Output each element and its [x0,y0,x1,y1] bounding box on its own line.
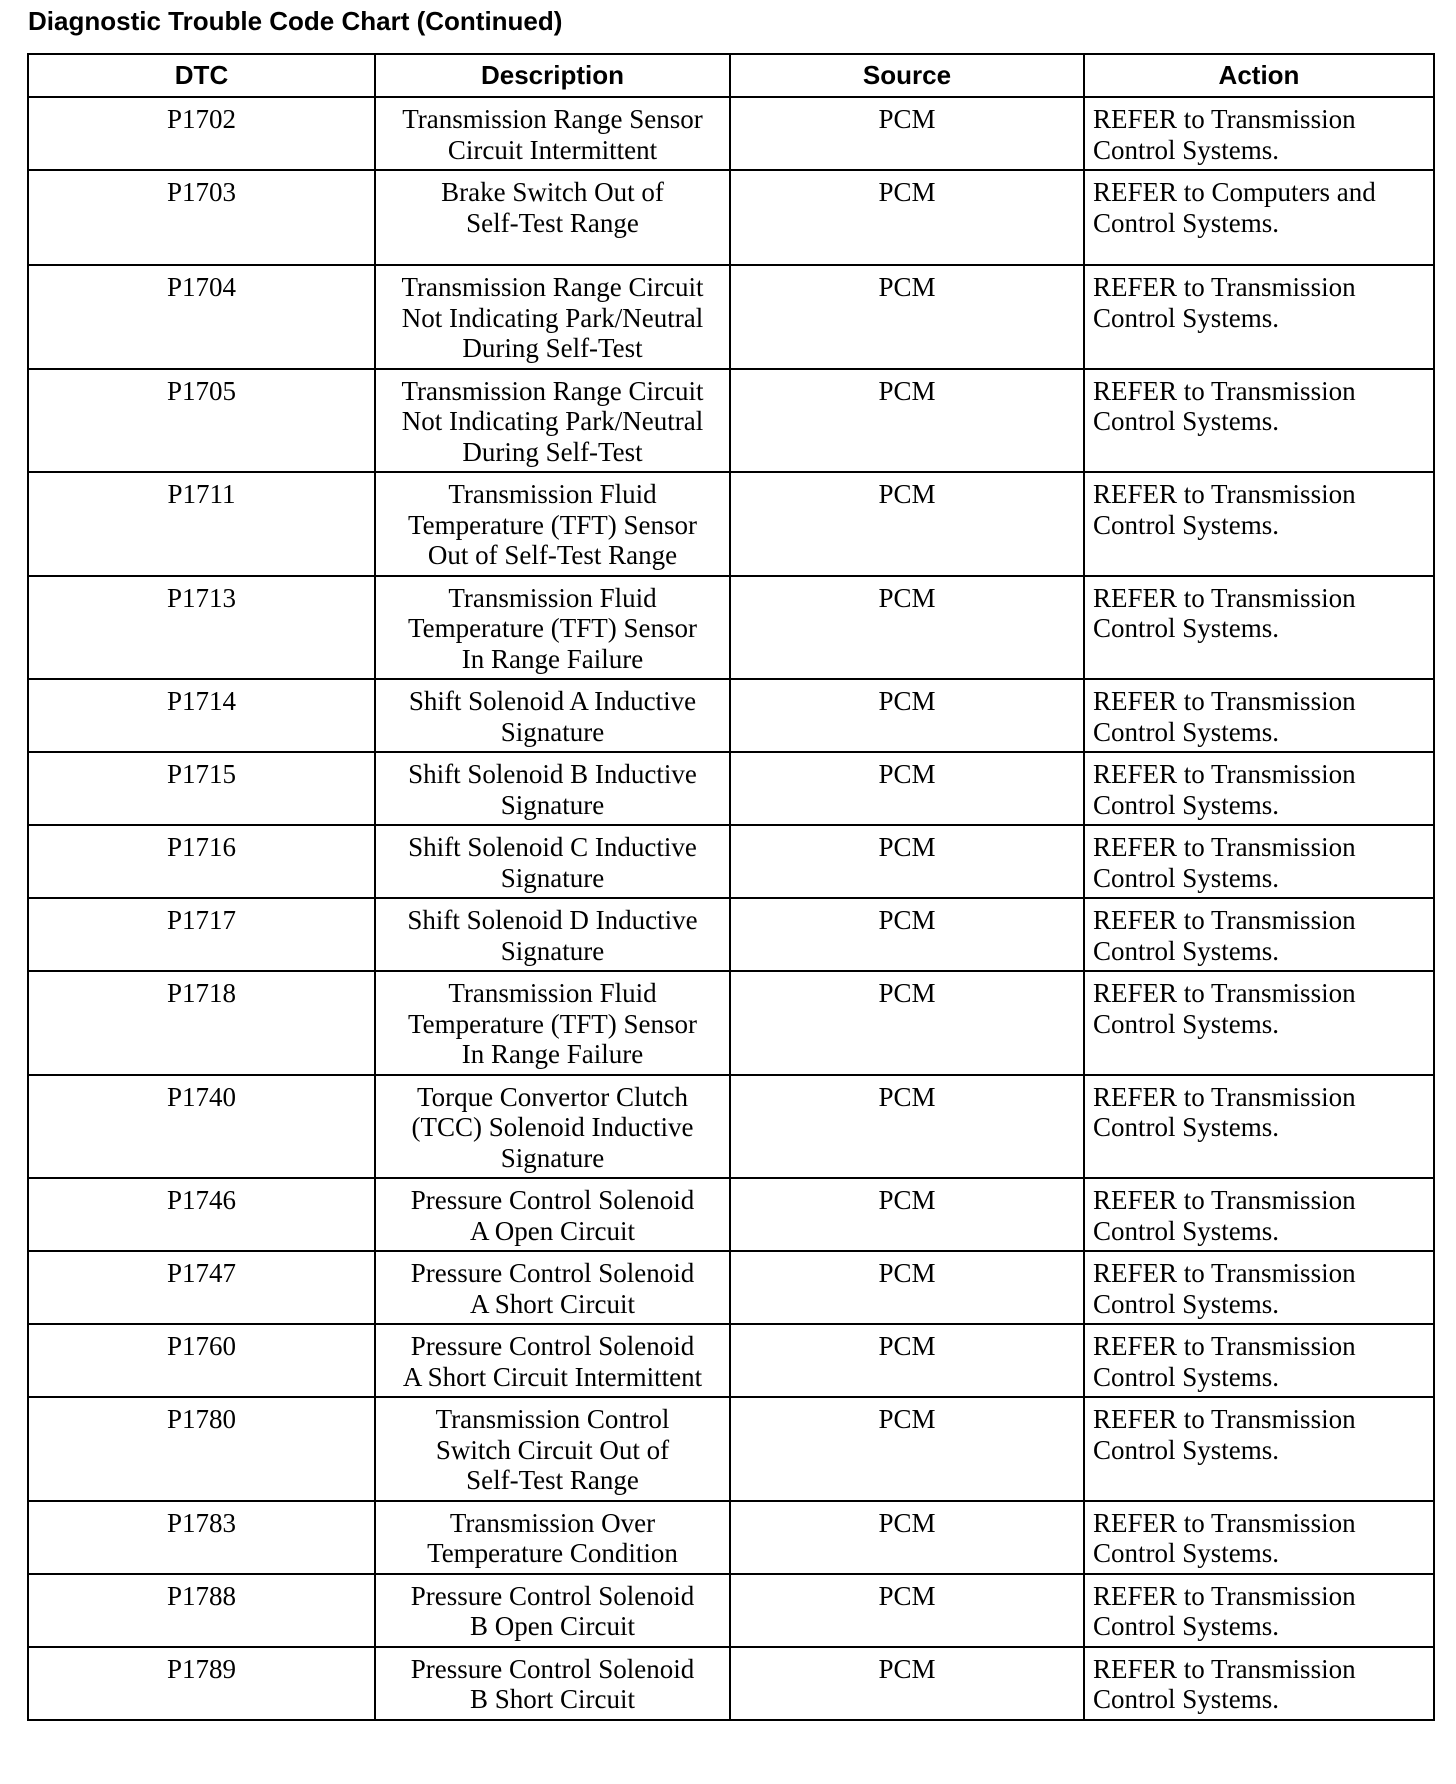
table-row [28,752,1434,825]
action-line: Control Systems. [1093,789,1280,820]
description-line: Brake Switch Out of [441,177,664,207]
action-line: Control Systems. [1093,406,1280,436]
cell-description [375,971,730,1075]
cell-source: PCM [730,752,1084,825]
table-row [28,170,1434,265]
cell-action [1084,576,1434,680]
cell-dtc: P1760 [28,1324,375,1397]
action-line: REFER to Transmission [1093,272,1356,302]
description-line: Signature [500,716,605,747]
header-description: Description [375,54,730,97]
action-line: REFER to Transmission [1093,1081,1356,1112]
cell-description [375,1178,730,1251]
description-line: Transmission Fluid [448,978,657,1008]
cell-source: PCM [730,472,1084,576]
cell-description [375,1397,730,1501]
action-line: REFER to Transmission [1093,1331,1356,1361]
cell-source: PCM [730,369,1084,473]
cell-dtc: P1711 [28,472,375,576]
cell-source: PCM [730,1324,1084,1397]
cell-action [1084,1251,1434,1324]
cell-description [375,369,730,473]
action-line: REFER to Computers and [1093,177,1376,207]
cell-action [1084,1075,1434,1179]
cell-dtc: P1718 [28,971,375,1075]
description-line: Not Indicating Park/Neutral [401,302,704,333]
header-source: Source [730,54,1084,97]
table-header-row [28,54,1434,97]
description-line: Transmission Over [449,1507,656,1538]
cell-source: PCM [730,971,1084,1075]
page-title: Diagnostic Trouble Code Chart (Continued) [28,6,563,36]
cell-source: PCM [730,1647,1084,1720]
description-line: B Open Circuit [470,1611,635,1641]
description-line: Shift Solenoid B Inductive [408,759,697,789]
action-line: REFER to Transmission [1093,905,1356,935]
cell-dtc: P1705 [28,369,375,473]
cell-description [375,1501,730,1574]
action-line: REFER to Transmission [1093,479,1356,509]
description-line: Out of Self-Test Range [427,540,678,570]
action-line: REFER to Transmission [1093,582,1356,613]
description-line: Signature [500,1142,605,1173]
description-line: Torque Convertor Clutch [416,1081,689,1112]
cell-dtc: P1716 [28,825,375,898]
description-line: A Short Circuit [469,1288,635,1319]
table-row [28,1501,1434,1574]
cell-action [1084,369,1434,473]
table-row [28,576,1434,680]
action-line: Control Systems. [1093,613,1280,643]
cell-action [1084,265,1434,369]
table-row [28,679,1434,752]
cell-source: PCM [730,1501,1084,1574]
description-line: Pressure Control Solenoid [410,1185,695,1215]
description-line: In Range Failure [461,1039,644,1069]
description-line: Pressure Control Solenoid [410,1331,695,1361]
action-line: Control Systems. [1093,302,1280,333]
description-line: Shift Solenoid C Inductive [408,832,697,862]
cell-dtc: P1740 [28,1075,375,1179]
cell-source: PCM [730,1075,1084,1179]
header-action: Action [1084,54,1434,97]
action-line: Control Systems. [1093,935,1280,966]
action-line: REFER to Transmission [1093,1404,1356,1434]
description-line: During Self-Test [462,333,643,363]
action-line: REFER to Transmission [1093,759,1356,789]
cell-source: PCM [730,825,1084,898]
cell-source: PCM [730,1574,1084,1647]
action-line: REFER to Transmission [1093,104,1356,134]
cell-description [375,1647,730,1720]
cell-action [1084,170,1434,265]
action-line: REFER to Transmission [1093,978,1356,1008]
cell-dtc: P1789 [28,1647,375,1720]
cell-description [375,679,730,752]
cell-action [1084,825,1434,898]
cell-action [1084,1574,1434,1647]
description-line: Transmission Fluid [448,479,657,509]
table-row [28,1178,1434,1251]
table-row [28,265,1434,369]
cell-action [1084,1397,1434,1501]
action-line: Control Systems. [1093,1361,1280,1392]
cell-source: PCM [730,898,1084,971]
action-line: REFER to Transmission [1093,1580,1356,1611]
table-row [28,1647,1434,1720]
cell-action [1084,1647,1434,1720]
cell-description [375,898,730,971]
header-dtc: DTC [28,54,375,97]
cell-action [1084,1324,1434,1397]
description-line: B Short Circuit [469,1684,635,1714]
description-line: Temperature (TFT) Sensor [407,1008,697,1039]
description-line: Transmission Fluid [448,582,657,613]
action-line: Control Systems. [1093,134,1280,165]
cell-source: PCM [730,170,1084,265]
action-line: REFER to Transmission [1093,686,1356,716]
cell-dtc: P1704 [28,265,375,369]
table-row [28,1075,1434,1179]
cell-description [375,1574,730,1647]
cell-description [375,1251,730,1324]
action-line: REFER to Transmission [1093,1258,1356,1288]
action-line: Control Systems. [1093,1112,1280,1142]
cell-description [375,576,730,680]
cell-source: PCM [730,1251,1084,1324]
description-line: Temperature (TFT) Sensor [407,613,697,643]
action-line: Control Systems. [1093,1215,1280,1246]
action-line: REFER to Transmission [1093,1185,1356,1215]
cell-action [1084,898,1434,971]
cell-dtc: P1780 [28,1397,375,1501]
action-line: Control Systems. [1093,716,1280,747]
description-line: Transmission Range Sensor [402,104,703,134]
cell-description [375,825,730,898]
description-line: Temperature Condition [427,1538,678,1568]
cell-description [375,752,730,825]
action-line: Control Systems. [1093,1611,1280,1641]
table-row [28,1324,1434,1397]
cell-dtc: P1783 [28,1501,375,1574]
table-row [28,898,1434,971]
description-line: Self-Test Range [466,1465,639,1495]
action-line: REFER to Transmission [1093,1507,1356,1538]
description-line: Transmission Range Circuit [401,375,704,406]
cell-dtc: P1703 [28,170,375,265]
cell-action [1084,971,1434,1075]
action-line: Control Systems. [1093,1434,1280,1465]
action-line: REFER to Transmission [1093,832,1356,862]
cell-description [375,170,730,265]
action-line: Control Systems. [1093,1684,1280,1714]
cell-description [375,1075,730,1179]
description-line: A Open Circuit [470,1215,635,1246]
table-row [28,971,1434,1075]
cell-description [375,97,730,170]
action-line: Control Systems. [1093,862,1280,893]
description-line: Transmission Control [435,1404,670,1434]
cell-dtc: P1788 [28,1574,375,1647]
description-line: (TCC) Solenoid Inductive [411,1112,694,1142]
cell-source: PCM [730,1397,1084,1501]
table-row [28,97,1434,170]
description-line: Signature [500,862,605,893]
cell-source: PCM [730,1178,1084,1251]
description-line: Temperature (TFT) Sensor [407,509,697,540]
cell-action [1084,1501,1434,1574]
description-line: Not Indicating Park/Neutral [401,406,704,436]
table-row [28,1397,1434,1501]
cell-dtc: P1746 [28,1178,375,1251]
cell-action [1084,1178,1434,1251]
cell-description [375,265,730,369]
cell-dtc: P1747 [28,1251,375,1324]
table-row [28,1574,1434,1647]
cell-dtc: P1717 [28,898,375,971]
description-line: Pressure Control Solenoid [410,1580,695,1611]
description-line: Switch Circuit Out of [435,1434,670,1465]
cell-source: PCM [730,576,1084,680]
cell-action [1084,752,1434,825]
table-row [28,1251,1434,1324]
description-line: In Range Failure [461,643,644,674]
description-line: Signature [500,935,605,966]
action-line: REFER to Transmission [1093,375,1356,406]
cell-dtc: P1713 [28,576,375,680]
cell-source: PCM [730,265,1084,369]
cell-dtc: P1702 [28,97,375,170]
cell-action [1084,472,1434,576]
cell-dtc: P1715 [28,752,375,825]
table-row [28,825,1434,898]
cell-source: PCM [730,97,1084,170]
description-line: Pressure Control Solenoid [410,1653,695,1684]
cell-dtc: P1714 [28,679,375,752]
cell-description [375,472,730,576]
table-row [28,472,1434,576]
description-line: Signature [500,789,605,820]
table-row [28,369,1434,473]
action-line: Control Systems. [1093,509,1280,540]
description-line: Transmission Range Circuit [401,272,704,302]
description-line: A Short Circuit Intermittent [402,1361,703,1392]
table-body [28,97,1434,1720]
description-line: Circuit Intermittent [447,134,658,165]
description-line: Pressure Control Solenoid [410,1258,695,1288]
cell-action [1084,97,1434,170]
action-line: Control Systems. [1093,207,1280,238]
description-line: Self-Test Range [466,207,639,238]
action-line: Control Systems. [1093,1538,1280,1568]
description-line: Shift Solenoid D Inductive [407,905,698,935]
action-line: Control Systems. [1093,1008,1280,1039]
description-line: During Self-Test [462,436,643,467]
cell-action [1084,679,1434,752]
cell-description [375,1324,730,1397]
description-line: Shift Solenoid A Inductive [408,686,697,716]
action-line: REFER to Transmission [1093,1653,1356,1684]
cell-source: PCM [730,679,1084,752]
action-line: Control Systems. [1093,1288,1280,1319]
dtc-table [27,53,1435,1721]
